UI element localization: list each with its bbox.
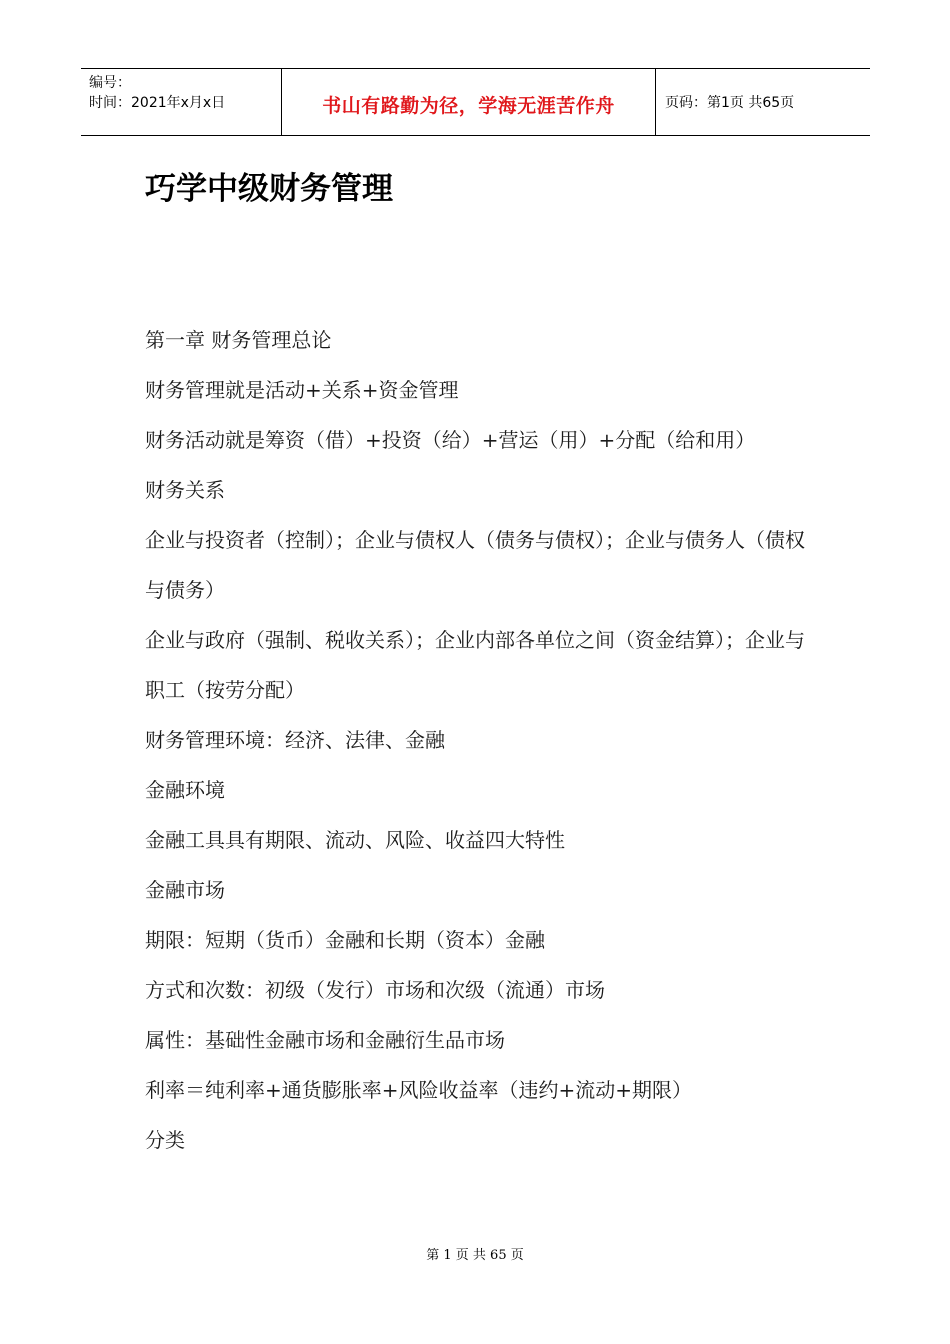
date-label: 时间：2021年x月x日 xyxy=(89,95,226,111)
paragraph: 财务管理就是活动+关系+资金管理 xyxy=(145,378,459,402)
paragraph: 分类 xyxy=(145,1128,185,1152)
footer-page-number: 第 1 页 共 65 页 xyxy=(426,1248,524,1263)
paragraph: 金融市场 xyxy=(145,878,225,902)
paragraph: 第一章 财务管理总论 xyxy=(145,328,332,352)
motto-text: 书山有路勤为径，学海无涯苦作舟 xyxy=(322,94,615,117)
paragraph: 金融环境 xyxy=(145,778,225,802)
page-info: 页码：第1页 共65页 xyxy=(665,95,795,111)
paragraph: 属性：基础性金融市场和金融衍生品市场 xyxy=(145,1028,505,1052)
paragraph: 方式和次数：初级（发行）市场和次级（流通）市场 xyxy=(145,978,605,1002)
paragraph: 企业与政府（强制、税收关系）；企业内部各单位之间（资金结算）；企业与职工（按劳分配） xyxy=(145,628,805,702)
page-header xyxy=(81,68,870,136)
document-body xyxy=(145,315,810,1165)
paragraph: 利率＝纯利率+通货膨胀率+风险收益率（违约+流动+期限） xyxy=(145,1078,693,1102)
header-motto-cell xyxy=(282,69,656,135)
header-page-cell xyxy=(656,69,870,135)
paragraph: 财务管理环境：经济、法律、金融 xyxy=(145,728,445,752)
paragraph: 企业与投资者（控制）；企业与债权人（债务与债权）；企业与债务人（债权与债务） xyxy=(145,528,805,602)
page-footer xyxy=(0,1244,950,1263)
document-title: 巧学中级财务管理 xyxy=(145,171,393,207)
paragraph: 财务关系 xyxy=(145,478,225,502)
header-meta-cell xyxy=(81,69,282,135)
paragraph: 期限：短期（货币）金融和长期（资本）金融 xyxy=(145,928,545,952)
paragraph: 财务活动就是筹资（借）+投资（给）+营运（用）+分配（给和用） xyxy=(145,428,756,452)
serial-number-label: 编号： xyxy=(89,75,131,91)
paragraph: 金融工具具有期限、流动、风险、收益四大特性 xyxy=(145,828,565,852)
